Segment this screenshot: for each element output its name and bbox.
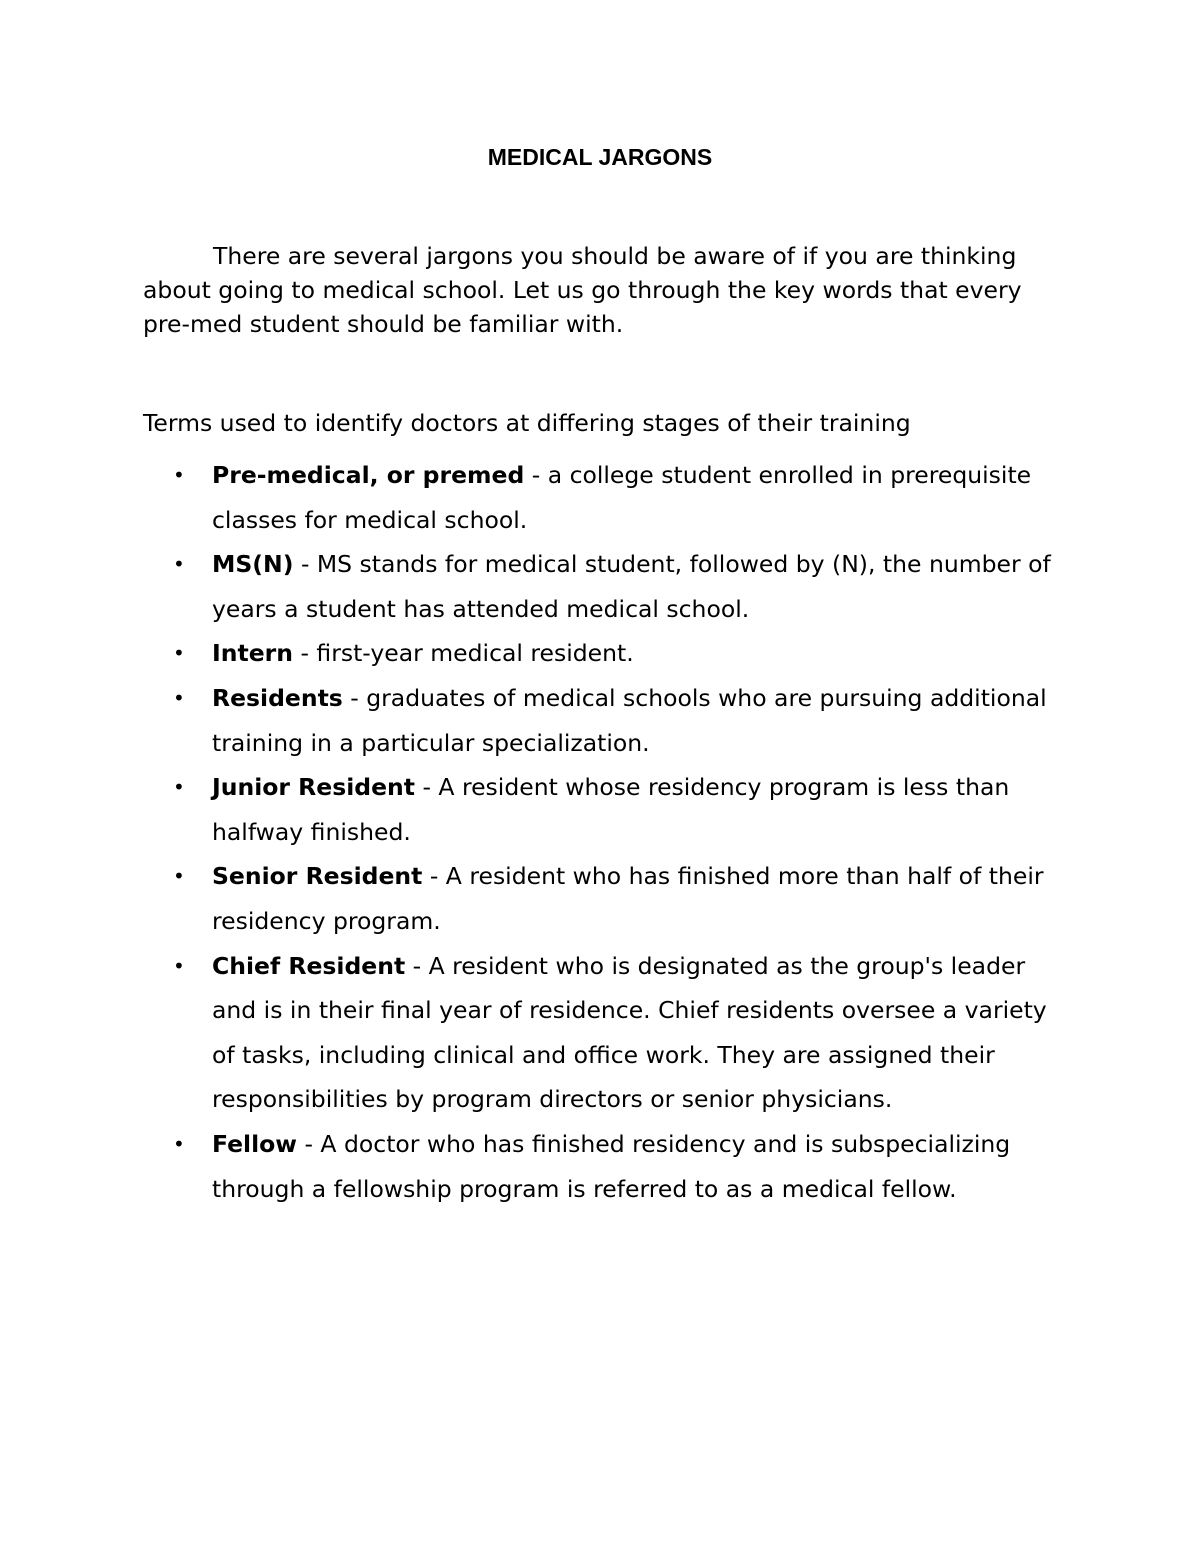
term-definition: - a college student enrolled in prerequisite classes for medical school. [212, 461, 1032, 534]
term-definition: - A resident who is designated as the group's leader and is in their final year of residence. Chief residents oversee a variety of tasks, including clinical and office work. They are assigned their responsibilities by program directors or senior physicians. [212, 951, 1047, 1114]
term-definition: - graduates of medical schools who are pursuing additional training in a particular specialization. [212, 683, 1047, 757]
list-item [143, 676, 1073, 765]
term-definition: - A doctor who has finished residency and is subspecializing through a fellowship program is referred to as a medical fellow. [212, 1129, 1011, 1203]
term-definition: - A resident who has finished more than half of their residency program. [212, 862, 1044, 935]
term-definition: - first-year medical resident. [292, 639, 634, 668]
bullet-icon: • [173, 685, 185, 710]
term-name: Pre-medical, or premed [212, 461, 525, 489]
term-name: Chief Resident [212, 951, 406, 980]
document-title: MEDICAL JARGONS [487, 144, 713, 170]
bullet-icon: • [173, 463, 185, 487]
bullet-icon: • [173, 953, 185, 978]
bullet-icon: • [173, 864, 185, 889]
term-name: Junior Resident [212, 773, 415, 802]
term-name: MS(N) [212, 550, 294, 579]
bullet-icon: • [173, 641, 185, 666]
list-item [143, 765, 1073, 854]
terms-list [143, 453, 1073, 1211]
term-name: Senior Resident [212, 862, 423, 891]
section-heading: Terms used to identify doctors at differing stages of their training [143, 409, 911, 437]
term-definition: - A resident whose residency program is less than halfway finished. [212, 773, 1010, 846]
list-item [143, 854, 1073, 943]
term-definition: - MS stands for medical student, followed by (N), the number of years a student has attended medical school. [212, 550, 1051, 623]
term-name: Fellow [212, 1129, 298, 1158]
list-item [143, 631, 1073, 676]
term-name: Intern [212, 639, 293, 668]
list-item [143, 453, 1073, 542]
bullet-icon: • [173, 1131, 185, 1156]
bullet-icon: • [173, 552, 185, 577]
list-item [143, 542, 1073, 631]
intro-paragraph: There are several jargons you should be aware of if you are thinking about going to medical school. Let us go through the key words that every pre-med student should be familiar with. [143, 242, 1022, 338]
term-name: Residents [212, 683, 343, 712]
list-item [143, 1122, 1073, 1211]
list-item [143, 944, 1073, 1122]
bullet-icon: • [173, 775, 185, 800]
